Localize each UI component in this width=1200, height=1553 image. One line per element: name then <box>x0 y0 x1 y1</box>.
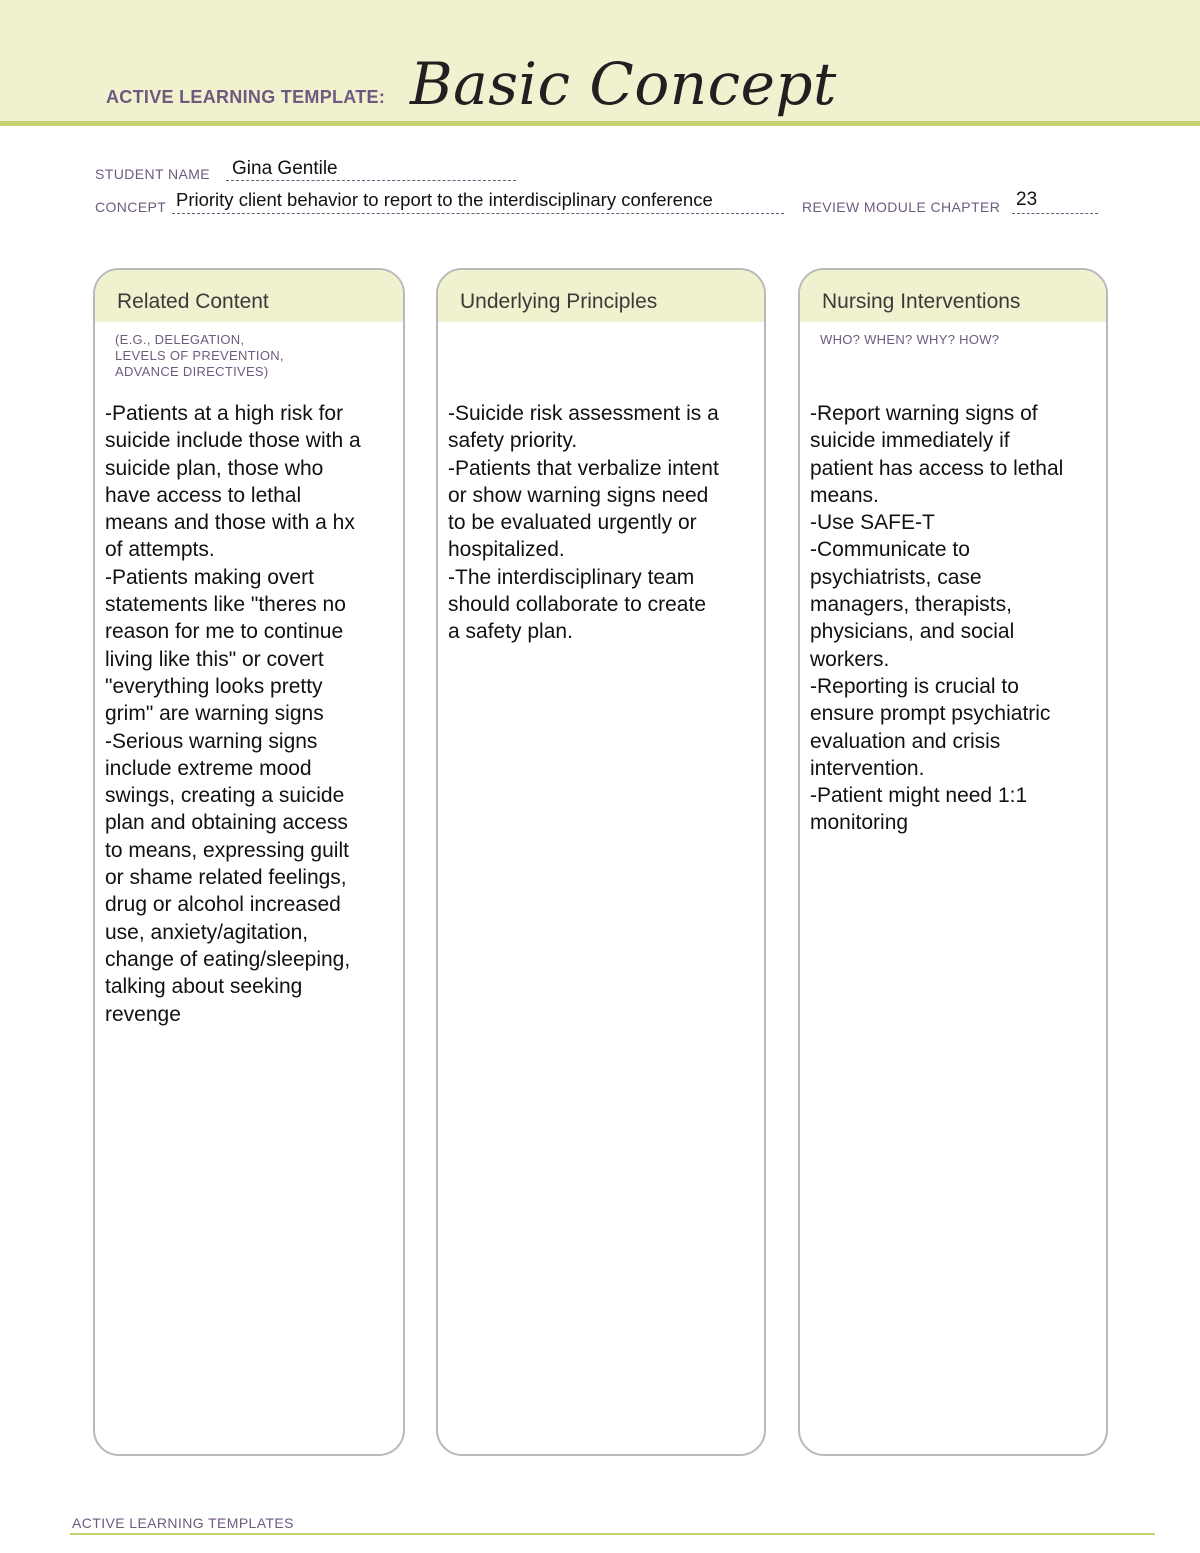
review-module-value[interactable]: 23 <box>1016 189 1038 210</box>
underlying-principles-text[interactable]: -Suicide risk assessment is a safety priority. -Patients that verbalize intent or show warning signs need to be evaluated urgently or hospitalized. -The interdisciplinary team should collaborate to create a safety plan. <box>448 402 719 644</box>
concept-label: CONCEPT <box>95 199 167 215</box>
student-name-value[interactable]: Gina Gentile <box>232 158 338 179</box>
concept-line <box>172 213 784 214</box>
panel-related-content <box>93 268 405 1456</box>
template-label: ACTIVE LEARNING TEMPLATE: <box>106 87 386 107</box>
panel-subtitle: WHO? WHEN? WHY? HOW? <box>820 332 1000 347</box>
panel-title: Related Content <box>117 290 269 313</box>
panel-title: Nursing Interventions <box>822 290 1021 313</box>
concept-value[interactable]: Priority client behavior to report to the interdisciplinary conference <box>176 189 713 210</box>
panel-subtitle: (E.G., DELEGATION, LEVELS OF PREVENTION, ADVANCE DIRECTIVES) <box>115 332 284 379</box>
panel-nursing-interventions <box>798 268 1108 1456</box>
panel-title: Underlying Principles <box>460 290 658 313</box>
template-title: Basic Concept <box>410 50 837 118</box>
footer-label: ACTIVE LEARNING TEMPLATES <box>72 1515 294 1531</box>
related-content-text[interactable]: -Patients at a high risk for suicide include those with a suicide plan, those who have access to lethal means and those with a hx of attempts. -Patients making overt statements like "theres no reason for me to continue living like this" or covert "everything looks pretty grim" are warning signs -Serious warning signs include extreme mood swings, creating a suicide plan and obtaining access to means, expressing guilt or shame related feelings, drug or alcohol increased use, anxiety/agitation, change of eating/sleeping, talking about seeking revenge <box>105 402 361 1026</box>
footer-divider <box>70 1533 1155 1535</box>
nursing-interventions-text[interactable]: -Report warning signs of suicide immediately if patient has access to lethal means. -Use SAFE-T -Communicate to psychiatrists, case managers, therapists, physicians, and social workers. -Reporting is crucial to ensure prompt psychiatric evaluation and crisis intervention. -Patient might need 1:1 monitoring <box>810 402 1064 835</box>
header-divider <box>0 121 1200 126</box>
student-name-line <box>226 180 516 181</box>
review-module-label: REVIEW MODULE CHAPTER <box>802 199 1001 215</box>
panel-underlying-principles <box>436 268 766 1456</box>
student-name-label: STUDENT NAME <box>95 166 210 182</box>
review-module-line <box>1012 213 1098 214</box>
